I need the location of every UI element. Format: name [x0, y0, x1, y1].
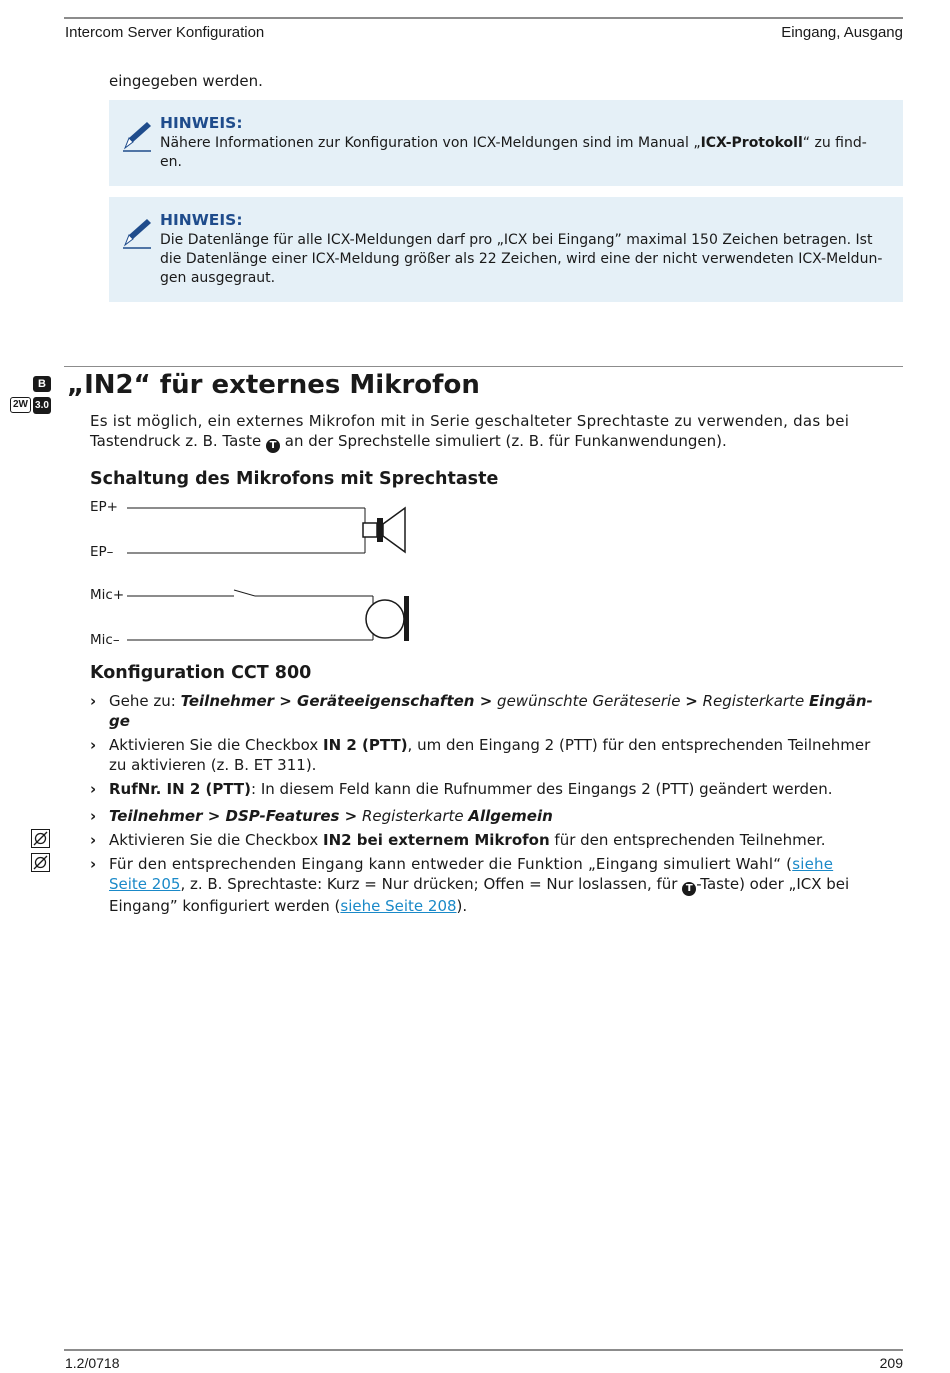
- list-item: › Gehe zu: Teilnehmer > Geräteeigenschaften > gewünschte Geräteserie > Registerkarte Eingän- ge: [90, 692, 873, 730]
- page-number: 209: [879, 1355, 903, 1371]
- not-available-icon: [31, 853, 50, 872]
- footer-version: 1.2/0718: [65, 1355, 120, 1371]
- header-right-title: Eingang, Ausgang: [781, 24, 903, 41]
- note-title: HINWEIS:: [160, 114, 243, 132]
- header-left-title: Intercom Server Konfiguration: [65, 24, 265, 41]
- badge-2w: 2W: [10, 397, 31, 413]
- header-rule: [64, 17, 903, 19]
- list-item: › Aktivieren Sie die Checkbox IN 2 (PTT), um den Eingang 2 (PTT) für den entsprechenden Teilnehmer zu aktivieren (z. B. ET 311).: [90, 736, 871, 774]
- note-text: Nähere Informationen zur Konfiguration von ICX-Meldungen sind im Manual „ICX-Protokoll“ zu find- en.: [160, 135, 867, 170]
- list-item: › RufNr. IN 2 (PTT): In diesem Feld kann die Rufnummer des Eingangs 2 (PTT) geändert werden.: [90, 780, 833, 798]
- badge-3-0: 3.0: [33, 397, 51, 414]
- label-ep-plus: EP+: [90, 499, 118, 515]
- label-mic-minus: Mic–: [90, 632, 120, 648]
- microphone-icon: [366, 596, 409, 641]
- badge-b: B: [33, 376, 51, 392]
- list-item: › Teilnehmer > DSP-Features > Registerkarte Allgemein: [90, 807, 553, 825]
- note-box-1: [109, 100, 903, 186]
- chevron-right-icon: ›: [90, 831, 97, 849]
- talk-key-icon: T: [682, 882, 696, 896]
- label-ep-minus: EP–: [90, 544, 114, 560]
- pencil-icon: [121, 118, 153, 154]
- list-item: › Aktivieren Sie die Checkbox IN2 bei externem Mikrofon für den entsprechenden Teilnehmer.: [90, 831, 826, 849]
- note-title: HINWEIS:: [160, 211, 243, 229]
- subtitle-config: Konfiguration CCT 800: [90, 663, 312, 683]
- note-text: Die Datenlänge für alle ICX-Meldungen darf pro „ICX bei Eingang” maximal 150 Zeichen betragen. Ist die Datenlänge einer ICX-Meldung größer als 22 Zeichen, wird eine der nicht verwendeten ICX-Meldun- gen ausgegraut.: [160, 232, 883, 286]
- list-item: › Für den entsprechenden Eingang kann entweder die Funktion „Eingang simuliert Wahl“ (siehe Seite 205, z. B. Sprechtaste: Kurz = Nur drücken; Offen = Nur loslassen, für T -Taste) oder „ICX bei Eingang” konfiguriert werden (siehe Seite 208).: [90, 855, 850, 915]
- chevron-right-icon: ›: [90, 780, 97, 798]
- chevron-right-icon: ›: [90, 736, 97, 754]
- link-see-page-205[interactable]: Seite 205: [109, 875, 181, 893]
- subtitle-wiring: Schaltung des Mikrofons mit Sprechtaste: [90, 469, 499, 489]
- section-rule: [64, 366, 903, 367]
- section-description: Es ist möglich, ein externes Mikrofon mit in Serie geschalteter Sprechtaste zu verwenden, das bei Tastendruck z. B. Taste T an der Sprechstelle simuliert (z. B. für Funkanwendungen).: [90, 412, 850, 451]
- talk-key-icon: T: [266, 439, 280, 453]
- pencil-icon: [121, 215, 153, 251]
- intro-text: eingegeben werden.: [109, 72, 263, 90]
- footer-rule: [64, 1349, 903, 1351]
- chevron-right-icon: ›: [90, 855, 97, 873]
- link-see-page-208[interactable]: siehe Seite 208: [340, 897, 457, 915]
- note-box-2: [109, 197, 903, 302]
- section-title: „IN2“ für externes Mikrofon: [67, 370, 480, 400]
- wiring-diagram: [120, 500, 420, 650]
- link-see-page-205[interactable]: siehe: [792, 855, 834, 873]
- label-mic-plus: Mic+: [90, 587, 125, 603]
- speaker-icon: [363, 508, 405, 552]
- chevron-right-icon: ›: [90, 692, 97, 710]
- not-available-icon: [31, 829, 50, 848]
- chevron-right-icon: ›: [90, 807, 97, 825]
